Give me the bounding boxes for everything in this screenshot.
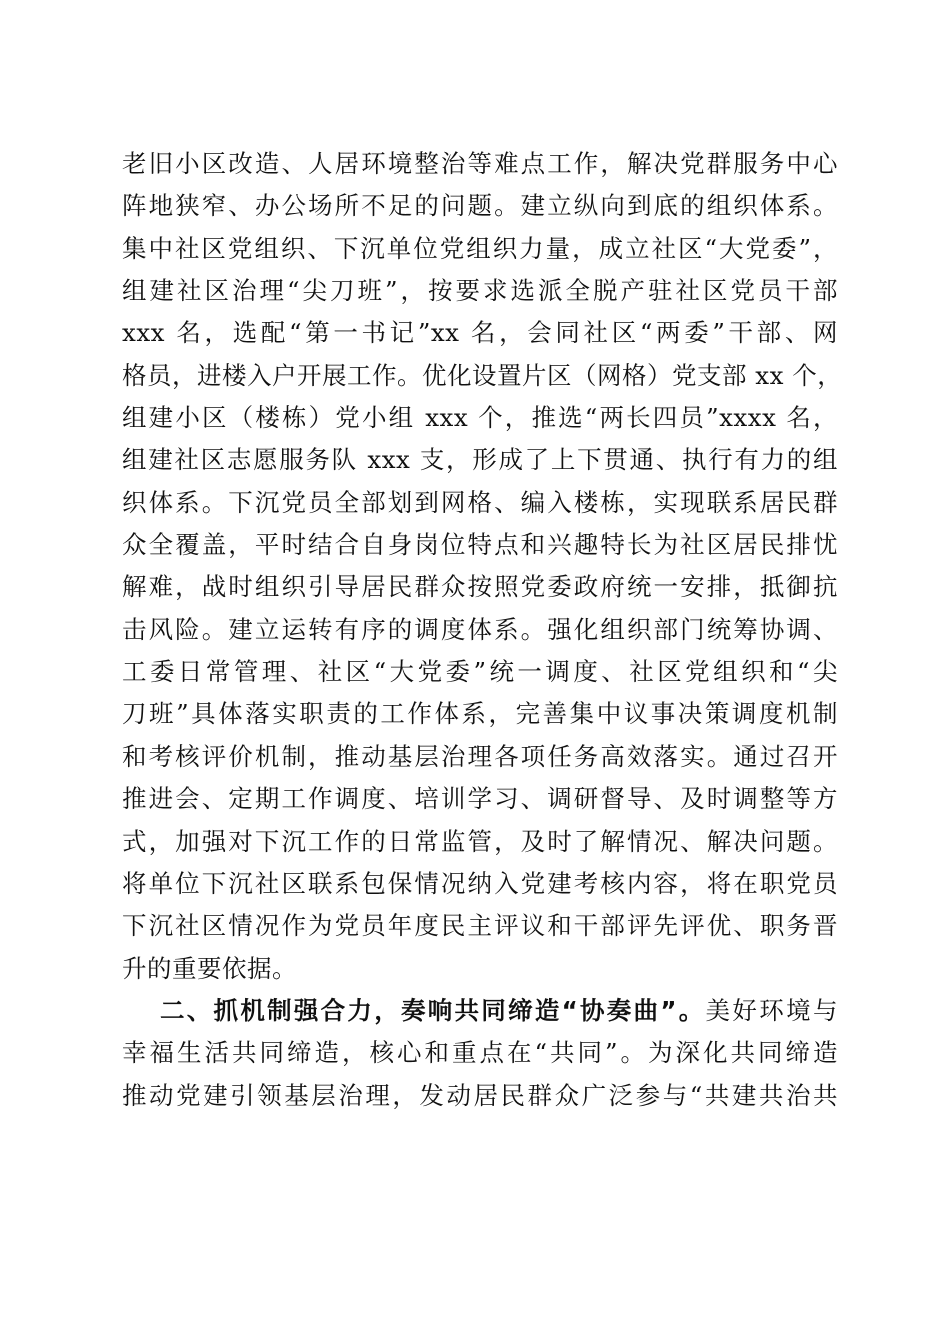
text-line: 格员，进楼入户开展工作。优化设置片区（网格）党支部 xx 个， [122, 360, 843, 390]
text-line: 升的重要依据。 [122, 953, 297, 983]
text-line: 幸福生活共同缔造，核心和重点在“共同”。为深化共同缔造 [122, 1038, 838, 1068]
body-text [122, 143, 843, 1117]
text-line: 阵地狭窄、办公场所不足的问题。建立纵向到底的组织体系。 [122, 191, 838, 221]
section-heading: 二、抓机制强合力，奏响共同缔造“协奏曲”。 [160, 995, 706, 1025]
text-line: 刀班”具体落实职责的工作体系，完善集中议事决策调度机制 [122, 699, 838, 729]
text-line: 老旧小区改造、人居环境整治等难点工作，解决党群服务中心 [122, 149, 838, 178]
text-line: 将单位下沉社区联系包保情况纳入党建考核内容，将在职党员 [122, 868, 838, 898]
text-line: 组建社区志愿服务队 xxx 支，形成了上下贯通、执行有力的组 [122, 445, 838, 475]
text-line: 织体系。下沉党员全部划到网格、编入楼栋，实现联系居民群 [122, 487, 838, 517]
text-line-rest: 美好环境与 [705, 995, 839, 1025]
text-line: 推动党建引领基层治理，发动居民群众广泛参与“共建共治共 [122, 1080, 838, 1110]
text-line: 推进会、定期工作调度、培训学习、调研督导、及时调整等方 [122, 784, 838, 814]
text-line: 众全覆盖，平时结合自身岗位特点和兴趣特长为社区居民排忧 [122, 530, 838, 560]
text-line: 组建社区治理“尖刀班”，按要求选派全脱产驻社区党员干部 [122, 276, 838, 306]
text-line: 和考核评价机制，推动基层治理各项任务高效落实。通过召开 [122, 741, 838, 771]
text-line: 组建小区（楼栋）党小组 xxx 个，推选“两长四员”xxxx 名， [122, 403, 838, 433]
text-line: 集中社区党组织、下沉单位党组织力量，成立社区“大党委”， [122, 233, 838, 263]
text-line: 击风险。建立运转有序的调度体系。强化组织部门统筹协调、 [122, 614, 838, 644]
text-line: 解难，战时组织引导居民群众按照党委政府统一安排，抵御抗 [122, 572, 838, 602]
text-line: 工委日常管理、社区“大党委”统一调度、社区党组织和“尖 [122, 657, 838, 687]
section-heading-line [122, 990, 838, 1032]
text-line: xxx 名，选配“第一书记”xx 名，会同社区“两委”干部、网 [122, 318, 838, 348]
text-line: 下沉社区情况作为党员年度民主评议和干部评先评优、职务晋 [122, 911, 838, 941]
text-line: 式，加强对下沉工作的日常监管，及时了解情况、解决问题。 [122, 826, 838, 856]
